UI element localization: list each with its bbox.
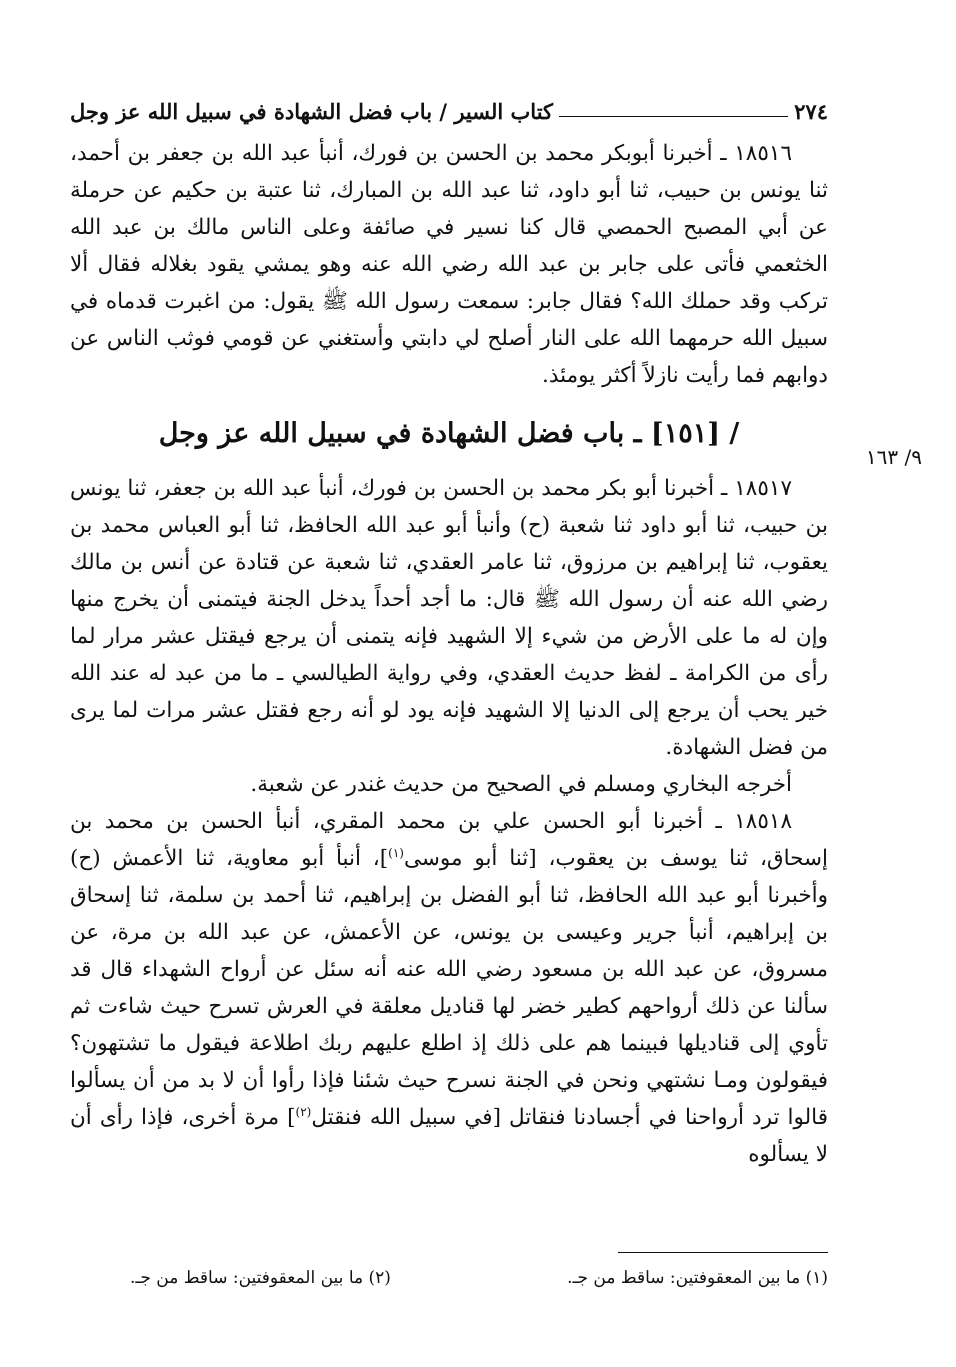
footnotes [70, 1268, 828, 1288]
hadith-18518-part1: ١٨٥١٨ ـ أخبرنا أبو الحسن علي بن محمد المقري، أنبأ الحسن بن محمد بن إسحاق، ثنا يوسف بن يعقوب، [ثنا أبو موسى [70, 809, 828, 871]
hadith-18518 [70, 803, 828, 1173]
footnote-rule [618, 1252, 828, 1253]
hadith-18518-part2: ]، أنبأ أبو معاوية، ثنا الأعمش (ح) وأخبرنا أبو عبد الله الحافظ، ثنا أبو الفضل بن إبراهيم، ثنا أحمد بن سلمة، ثنا إسحاق بن إبراهيم، أنبأ جرير وعيسى بن يونس، عن الأعمش، عن عبد الله بن مرة، عن مسروق، عن عبد الله بن مسعود رضي الله عنه أنه سئل عن أرواح الشهداء قال قد سألنا عن ذلك أرواحهم كطير خضر لها قناديل معلقة في العرش تسرح حيث شاءت ثم تأوي إلى قناديلها فبينما هم على ذلك إذ اطلع عليهم ربك اطلاعة فيقول ما تشتهون؟ فيقولون ومـا نشتهي ونحن في الجنة نسرح حيث شئنا فإذا رأوا أن لا بد من أن يسألوا قالوا ترد أرواحنا في أجسادنا فنقاتل [في سبيل الله فنقتل [70, 846, 828, 1130]
hadith-18517: ١٨٥١٧ ـ أخبرنا أبو بكر محمد بن الحسن بن فورك، أنبأ عبد الله بن جعفر، ثنا يونس بن حبيب، ثنا أبو داود ثنا شعبة (ح) وأنبأ أبو عبد الله الحافظ، ثنا أبو العباس محمد بن يعقوب، ثنا إبراهيم بن مرزوق، ثنا عامر العقدي، ثنا شعبة عن قتادة عن أنس بن مالك رضي الله عنه أن رسول الله ﷺ قال: ما أجد أحداً يدخل الجنة فيتمنى أن يخرج منها وإن له ما على الأرض من شيء إلا الشهيد فإنه يتمنى أن يرجع فيقتل عشر مرار لما رأى من الكرامة ـ لفظ حديث العقدي، وفي رواية الطيالسي ـ ما من عبد له عند الله خير يحب أن يرجع إلى الدنيا إلا الشهيد فإنه يود لو أنه رجع فقتل عشر مرات لما يرى من فضل الشهادة. [70, 476, 828, 760]
running-title: كتاب السير / باب فضل الشهادة في سبيل الله عز وجل [70, 99, 554, 124]
footnote-1: (١) ما بين المعقوفتين: ساقط من جـ. [567, 1268, 828, 1288]
page-number: ٢٧٤ [794, 99, 828, 124]
footnote-2: (٢) ما بين المعقوفتين: ساقط من جـ. [130, 1268, 391, 1288]
hadith-18518-part3: ] مرة أخرى، فإذا رأى أن لا يسألوه [70, 1105, 828, 1167]
header-rule [559, 116, 788, 117]
takhrij-note: أخرجه البخاري ومسلم في الصحيح من حديث غندر عن شعبة. [250, 772, 792, 797]
page-header [70, 78, 828, 124]
margin-note: ٩/ ١٦٣ [865, 445, 922, 469]
chapter-heading: / [١٥١] ـ باب فضل الشهادة في سبيل الله عز وجل [158, 418, 740, 449]
hadith-18516: ١٨٥١٦ ـ أخبرنا أبوبكر محمد بن الحسن بن فورك، أنبأ عبد الله بن جعفر بن أحمد، ثنا يونس بن حبيب، ثنا أبو داود، ثنا عبد الله بن المبارك، ثنا عتبة بن حكيم عن حرملة عن أبي المصبح الحمصي قال كنا نسير في صائفة وعلى الناس مالك بن عبد الله الخثعمي فأتى على جابر بن عبد الله رضي الله عنه وهو يمشي يقود بغلاله فقال ألا تركب وقد حملك الله؟ فقال جابر: سمعت رسول الله ﷺ يقول: من اغبرت قدماه في سبيل الله حرمهما الله على النار أصلح لي دابتي وأستغني عن قومي فوثب الناس عن دوابهم فما رأيت نازلاً أكثر يومئذ. [70, 141, 828, 388]
footnote-ref-2[interactable]: (٢) [295, 1104, 312, 1119]
footnote-ref-1[interactable]: (١) [388, 845, 404, 860]
main-text [70, 135, 828, 1173]
